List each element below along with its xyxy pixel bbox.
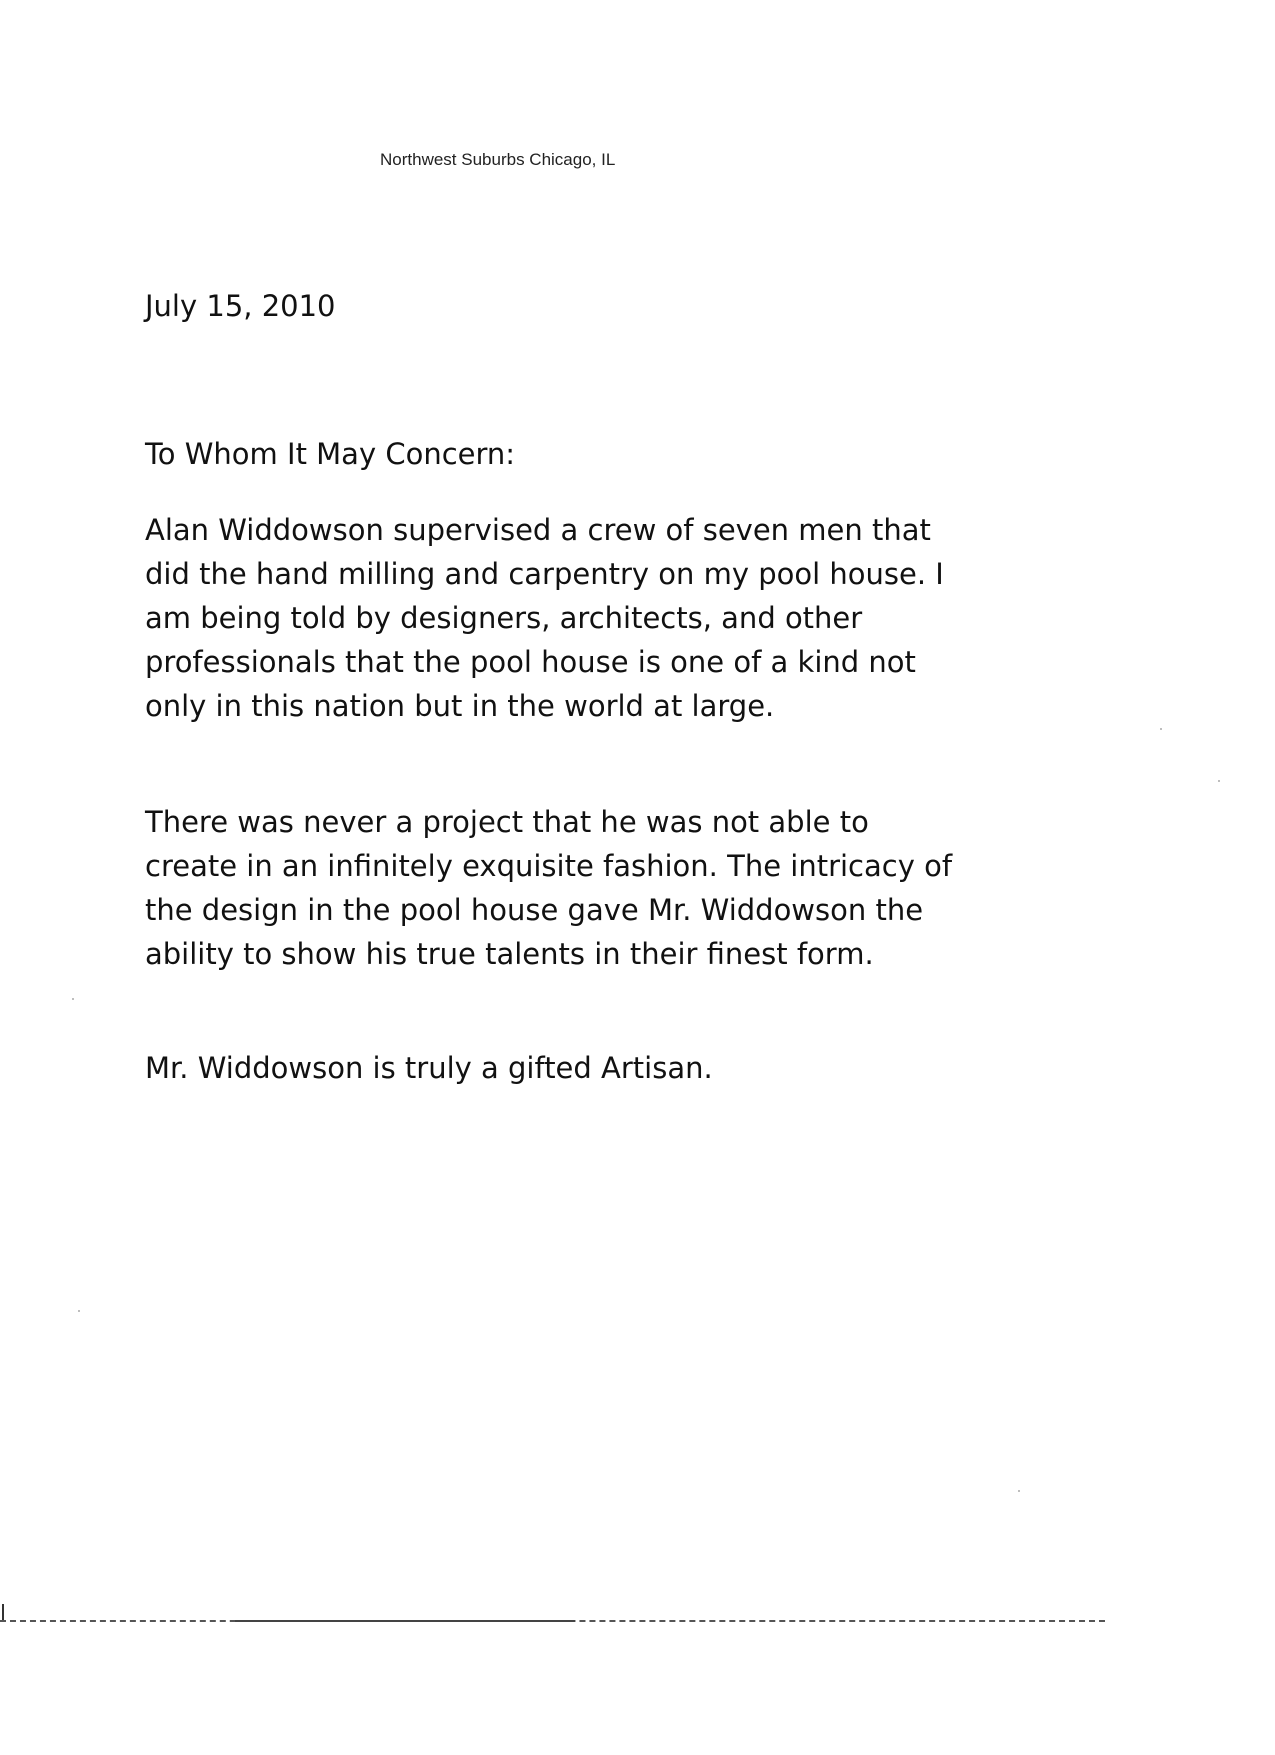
letter-date: July 15, 2010	[145, 289, 336, 323]
letter-salutation: To Whom It May Concern:	[145, 437, 516, 471]
footer-divider-solid-segment	[235, 1620, 575, 1622]
paragraph-text: Mr. Widdowson is truly a gifted Artisan.	[145, 1051, 713, 1085]
letter-paragraph-1	[145, 508, 965, 728]
scan-speck	[1218, 780, 1220, 782]
scan-speck	[1018, 1490, 1020, 1492]
paragraph-text: Alan Widdowson supervised a crew of seven men that did the hand milling and carpentry on my pool house. I am being told by designers, architects, and other professionals that the pool house is one of a kind not only in this nation but in the world at large.	[145, 513, 944, 723]
scan-speck	[1160, 728, 1162, 730]
letter-paragraph-2	[145, 800, 965, 976]
paragraph-text: There was never a project that he was not able to create in an infinitely exquisite fashion. The intricacy of the design in the pool house gave Mr. Widdowson the ability to show his true talents in their finest form.	[145, 805, 953, 971]
letter-paragraph-3	[145, 1046, 965, 1090]
letterhead-location: Northwest Suburbs Chicago, IL	[380, 150, 616, 169]
scan-speck	[78, 1310, 80, 1312]
scan-speck	[72, 998, 74, 1000]
